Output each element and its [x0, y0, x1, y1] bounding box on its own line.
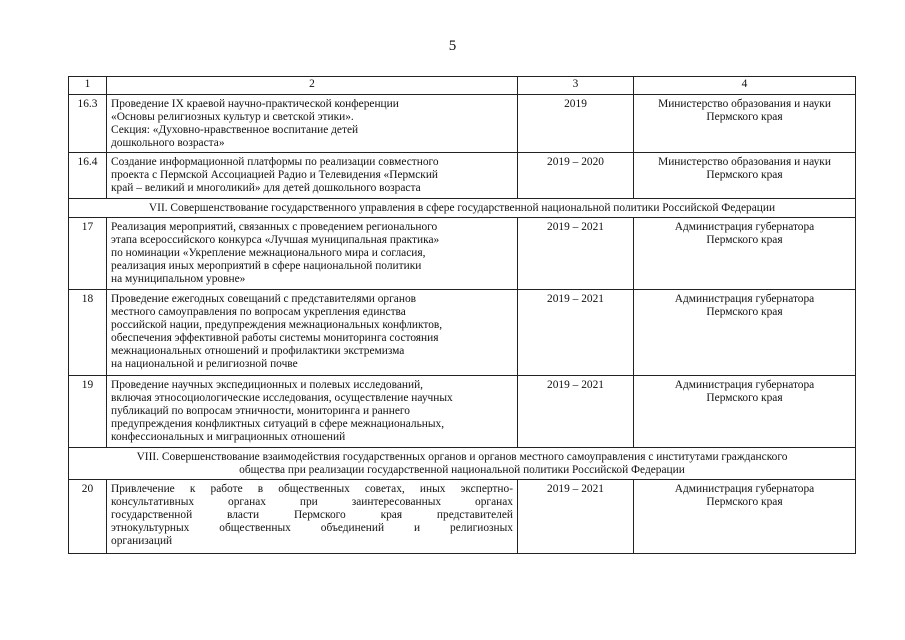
header-col-4: 4	[634, 77, 856, 95]
period: 2019	[518, 95, 634, 153]
measure-description: Проведение научных экспедиционных и полевых исследований, включая этносоциологические исследования, осуществление научных публикаций по вопросам этничности, мониторинга и раннего предупреждения конфликтных ситуаций в сфере межнациональных, конфессиональных и миграционных отношений	[107, 376, 518, 448]
measure-description: Проведение ежегодных совещаний с представителями органов местного самоуправления по вопросам укрепления единства российской нации, предупреждения межнациональных конфликтов, обеспечения эффективной работы системы мониторинга состояния межнациональных отношений и профилактики экстремизма на национальной и религиозной почве	[107, 290, 518, 376]
period: 2019 – 2021	[518, 480, 634, 554]
row-number: 20	[69, 480, 107, 554]
measure-description: Реализация мероприятий, связанных с проведением регионального этапа всероссийского конкурса «Лучшая муниципальная практика» по номинации «Укрепление межнационального мира и согласия, реализация иных мероприятий в сфере национальной политики на муниципальном уровне»	[107, 218, 518, 290]
header-col-2: 2	[107, 77, 518, 95]
row-number: 19	[69, 376, 107, 448]
period: 2019 – 2021	[518, 290, 634, 376]
row-number: 17	[69, 218, 107, 290]
section-heading-8: VIII. Совершенствование взаимодействия государственных органов и органов местного самоуправления с институтами гражданского общества при реализации государственной национальной политики Российской Федерации	[69, 448, 856, 480]
responsible-org: Министерство образования и науки Пермского края	[634, 153, 856, 199]
period: 2019 – 2021	[518, 218, 634, 290]
section-heading-7: VII. Совершенствование государственного управления в сфере государственной национальной политики Российской Федерации	[69, 199, 856, 218]
table-row	[69, 376, 856, 448]
measure-description: Привлечение к работе в общественных советах, иных экспертно- консультативных органах при заинтересованных органах государственной власти Пермского края представителей этнокультурных общественных объединений и религиозных организаций	[107, 480, 518, 554]
table-row	[69, 95, 856, 153]
row-number: 18	[69, 290, 107, 376]
header-col-1: 1	[69, 77, 107, 95]
measure-description: Проведение IX краевой научно-практической конференции «Основы религиозных культур и светской этики». Секция: «Духовно-нравственное воспитание детей дошкольного возраста»	[107, 95, 518, 153]
table-row	[69, 290, 856, 376]
table-row	[69, 480, 856, 554]
row-number: 16.3	[69, 95, 107, 153]
period: 2019 – 2020	[518, 153, 634, 199]
row-number: 16.4	[69, 153, 107, 199]
table-row	[69, 218, 856, 290]
responsible-org: Администрация губернатора Пермского края	[634, 376, 856, 448]
measure-description: Создание информационной платформы по реализации совместного проекта с Пермской Ассоциацией Радио и Телевидения «Пермский край – великий и многоликий» для детей дошкольного возраста	[107, 153, 518, 199]
table-header-row	[69, 77, 856, 95]
responsible-org: Администрация губернатора Пермского края	[634, 480, 856, 554]
measures-table	[68, 76, 856, 554]
header-col-3: 3	[518, 77, 634, 95]
responsible-org: Администрация губернатора Пермского края	[634, 218, 856, 290]
page-number: 5	[448, 38, 457, 54]
period: 2019 – 2021	[518, 376, 634, 448]
responsible-org: Министерство образования и науки Пермского края	[634, 95, 856, 153]
responsible-org: Администрация губернатора Пермского края	[634, 290, 856, 376]
section-heading-row	[69, 448, 856, 480]
section-heading-row	[69, 199, 856, 218]
table-row	[69, 153, 856, 199]
